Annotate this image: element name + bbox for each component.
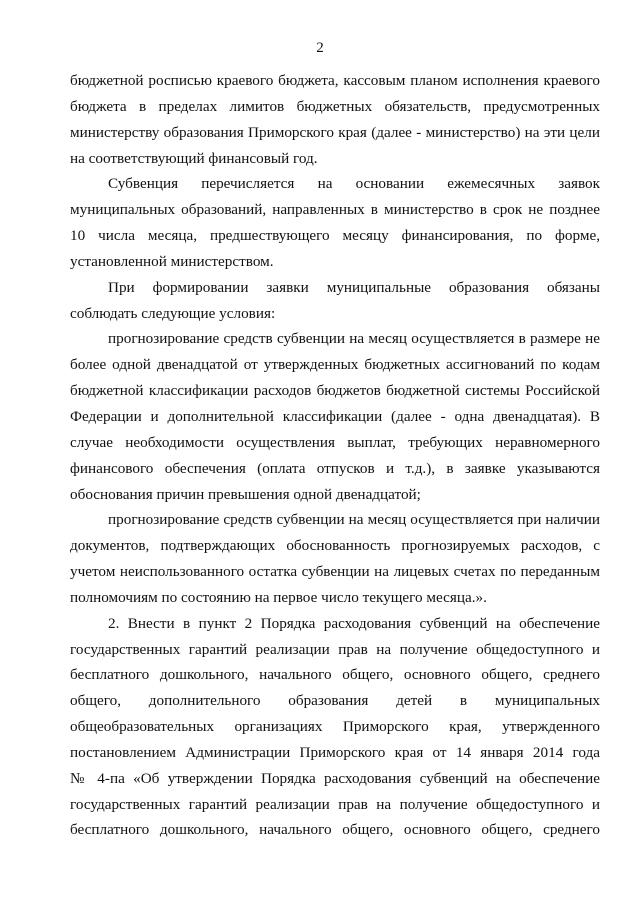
text-line: бюджетной классификации расходов бюджетов бюджетной системы Российской xyxy=(70,382,600,400)
text-line: случае необходимости осуществления выплат, требующих неравномерного xyxy=(70,433,600,451)
text-line: постановлением Администрации Приморского края от 14 января 2014 года xyxy=(70,743,600,761)
text-line: учетом неиспользованного остатка субвенции на лицевых счетах по переданным xyxy=(70,563,600,581)
text-line: финансового обеспечения (оплата отпусков и т.д.), в заявке указываются xyxy=(70,459,600,477)
text-line: Федерации и дополнительной классификации (далее - одна двенадцатая). В xyxy=(70,407,600,425)
text-line: При формировании заявки муниципальные образования обязаны xyxy=(108,278,600,296)
text-line: бюджета в пределах лимитов бюджетных обязательств, предусмотренных xyxy=(70,97,600,115)
text-line: соблюдать следующие условия: xyxy=(70,304,276,322)
page-number: 2 xyxy=(316,40,324,56)
text-line: Субвенция перечисляется на основании ежемесячных заявок xyxy=(108,175,600,193)
text-line: более одной двенадцатой от утвержденных бюджетных ассигнований по кодам xyxy=(70,356,600,374)
text-line: прогнозирование средств субвенции на месяц осуществляется при наличии xyxy=(108,511,600,529)
text-line: 10 числа месяца, предшествующего месяцу финансирования, по форме, xyxy=(70,227,600,245)
text-line: прогнозирование средств субвенции на месяц осуществляется в размере не xyxy=(108,330,600,348)
text-line: установленной министерством. xyxy=(70,252,274,270)
document-body-text xyxy=(70,68,600,843)
text-line: бесплатного дошкольного, начального общего, основного общего, среднего xyxy=(70,666,600,684)
text-line: на соответствующий финансовый год. xyxy=(70,149,318,167)
text-line: бесплатного дошкольного, начального общего, основного общего, среднего xyxy=(70,821,600,839)
text-line: обоснования причин превышения одной двенадцатой; xyxy=(70,485,421,503)
text-line: государственных гарантий реализации прав на получение общедоступного и xyxy=(70,795,600,813)
text-line: государственных гарантий реализации прав на получение общедоступного и xyxy=(70,640,600,658)
text-line: 2. Внести в пункт 2 Порядка расходования субвенций на обеспечение xyxy=(108,614,600,632)
text-line: муниципальных образований, направленных в министерство в срок не позднее xyxy=(70,201,600,219)
text-line: полномочиям по состоянию на первое число текущего месяца.». xyxy=(70,588,487,606)
text-line: общеобразовательных организациях Приморского края, утвержденного xyxy=(70,718,600,736)
text-line: министерству образования Приморского края (далее - министерство) на эти цели xyxy=(70,123,600,141)
text-line: № 4-па «Об утверждении Порядка расходования субвенций на обеспечение xyxy=(70,769,600,787)
text-line: документов, подтверждающих обоснованность прогнозируемых расходов, с xyxy=(70,537,600,555)
text-line: общего, дополнительного образования детей в муниципальных xyxy=(70,692,600,710)
text-line: бюджетной росписью краевого бюджета, кассовым планом исполнения краевого xyxy=(70,72,600,89)
